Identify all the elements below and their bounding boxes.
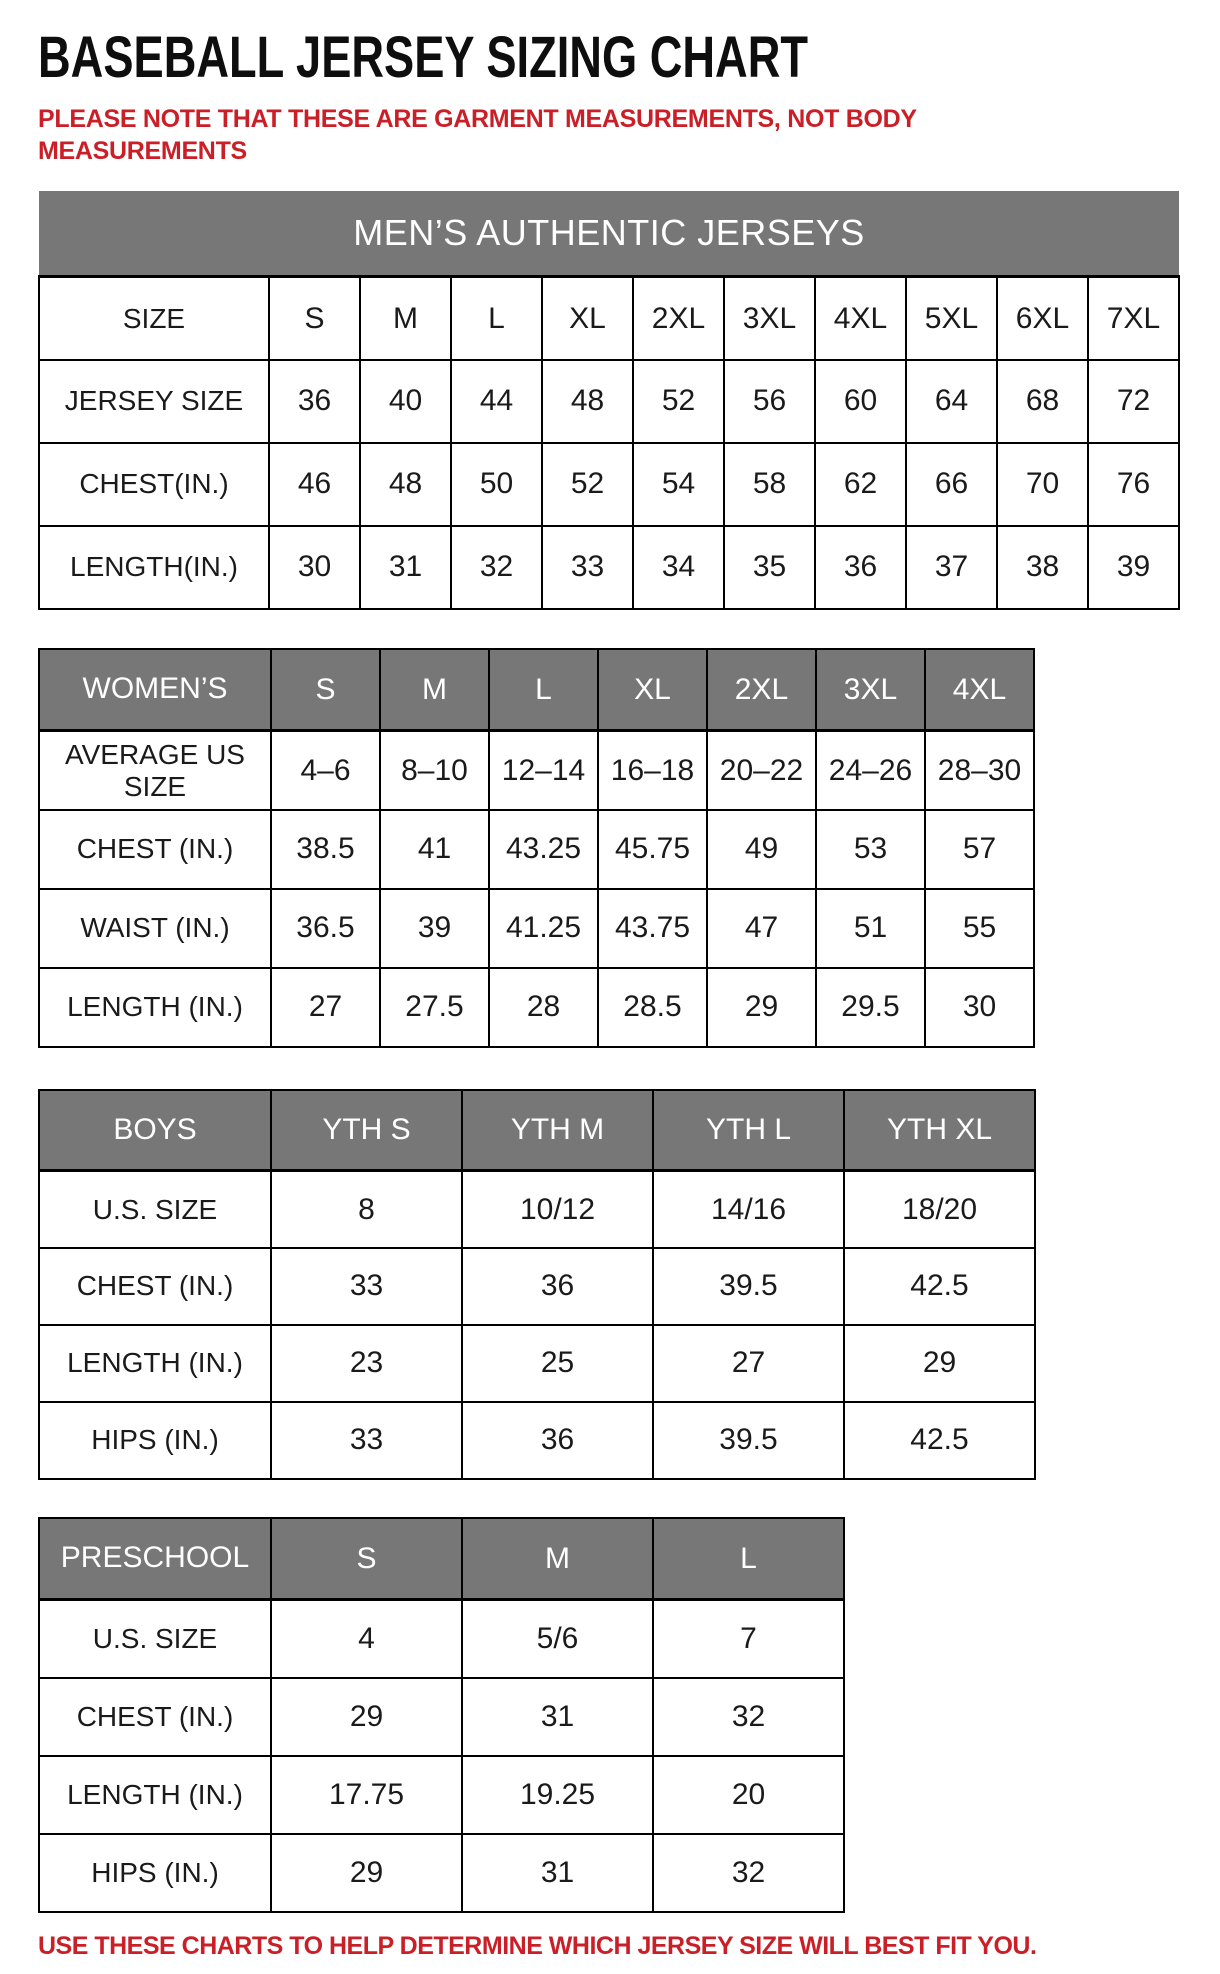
womens-value-cell: 28.5 — [598, 968, 707, 1047]
preschool-value-cell: 4 — [271, 1600, 462, 1678]
mens-value-cell: 60 — [815, 360, 906, 443]
mens-row-label-cell: LENGTH(IN.) — [39, 526, 269, 609]
womens-row-label-cell: LENGTH (IN.) — [39, 968, 271, 1047]
womens-column-header-cell: 4XL — [925, 649, 1034, 731]
mens-value-cell: 68 — [997, 360, 1088, 443]
womens-value-cell: 30 — [925, 968, 1034, 1047]
preschool-size-table — [38, 1517, 845, 1913]
mens-value-cell: XL — [542, 277, 633, 360]
mens-value-cell: 39 — [1088, 526, 1179, 609]
mens-value-cell: 50 — [451, 443, 542, 526]
boys-header-label-cell: BOYS — [39, 1090, 271, 1171]
womens-value-cell: 47 — [707, 889, 816, 968]
womens-column-header-cell: L — [489, 649, 598, 731]
mens-table-banner: MEN’S AUTHENTIC JERSEYS — [39, 191, 1179, 277]
boys-row-label-cell: CHEST (IN.) — [39, 1248, 271, 1325]
womens-value-cell: 41 — [380, 810, 489, 889]
preschool-column-header-cell: L — [653, 1518, 844, 1600]
boys-column-header-cell: YTH L — [653, 1090, 844, 1171]
boys-column-header-cell: YTH XL — [844, 1090, 1035, 1171]
preschool-value-cell: 17.75 — [271, 1756, 462, 1834]
mens-value-cell: 64 — [906, 360, 997, 443]
boys-row-label-cell: LENGTH (IN.) — [39, 1325, 271, 1402]
boys-value-cell: 27 — [653, 1325, 844, 1402]
boys-value-cell: 14/16 — [653, 1171, 844, 1248]
preschool-value-cell: 31 — [462, 1678, 653, 1756]
mens-table-row — [39, 443, 1179, 526]
fit-advice-note: USE THESE CHARTS TO HELP DETERMINE WHICH JERSEY SIZE WILL BEST FIT YOU. — [38, 1931, 1037, 1960]
mens-value-cell: 72 — [1088, 360, 1179, 443]
mens-value-cell: 52 — [633, 360, 724, 443]
boys-table-row — [39, 1325, 1035, 1402]
boys-value-cell: 42.5 — [844, 1248, 1035, 1325]
boys-table-row — [39, 1402, 1035, 1479]
mens-value-cell: 58 — [724, 443, 815, 526]
womens-row-label-cell: CHEST (IN.) — [39, 810, 271, 889]
boys-value-cell: 39.5 — [653, 1248, 844, 1325]
womens-value-cell: 53 — [816, 810, 925, 889]
womens-header-label-cell: WOMEN’S — [39, 649, 271, 731]
mens-value-cell: 2XL — [633, 277, 724, 360]
boys-value-cell: 36 — [462, 1248, 653, 1325]
womens-table-row — [39, 731, 1034, 810]
womens-value-cell: 55 — [925, 889, 1034, 968]
boys-value-cell: 18/20 — [844, 1171, 1035, 1248]
womens-table-row — [39, 968, 1034, 1047]
mens-table-row — [39, 360, 1179, 443]
boys-column-header-cell: YTH S — [271, 1090, 462, 1171]
preschool-row-label-cell: LENGTH (IN.) — [39, 1756, 271, 1834]
mens-value-cell: 38 — [997, 526, 1088, 609]
preschool-table-row — [39, 1756, 844, 1834]
boys-value-cell: 36 — [462, 1402, 653, 1479]
mens-value-cell: L — [451, 277, 542, 360]
womens-value-cell: 36.5 — [271, 889, 380, 968]
preschool-value-cell: 7 — [653, 1600, 844, 1678]
womens-value-cell: 28–30 — [925, 731, 1034, 810]
mens-value-cell: 31 — [360, 526, 451, 609]
womens-table-row — [39, 810, 1034, 889]
preschool-value-cell: 29 — [271, 1834, 462, 1912]
mens-value-cell: 48 — [542, 360, 633, 443]
womens-size-table — [38, 648, 1035, 1048]
mens-value-cell: 40 — [360, 360, 451, 443]
womens-column-header-cell: M — [380, 649, 489, 731]
womens-value-cell: 51 — [816, 889, 925, 968]
mens-value-cell: 35 — [724, 526, 815, 609]
mens-value-cell: M — [360, 277, 451, 360]
womens-value-cell: 24–26 — [816, 731, 925, 810]
preschool-value-cell: 32 — [653, 1678, 844, 1756]
mens-row-label-cell: SIZE — [39, 277, 269, 360]
mens-value-cell: 56 — [724, 360, 815, 443]
womens-column-header-cell: XL — [598, 649, 707, 731]
preschool-value-cell: 19.25 — [462, 1756, 653, 1834]
mens-value-cell: 30 — [269, 526, 360, 609]
womens-value-cell: 43.75 — [598, 889, 707, 968]
boys-column-header-cell: YTH M — [462, 1090, 653, 1171]
boys-value-cell: 25 — [462, 1325, 653, 1402]
womens-value-cell: 41.25 — [489, 889, 598, 968]
womens-value-cell: 27 — [271, 968, 380, 1047]
boys-size-table — [38, 1089, 1036, 1480]
womens-value-cell: 43.25 — [489, 810, 598, 889]
boys-row-label-cell: U.S. SIZE — [39, 1171, 271, 1248]
womens-row-label-cell: WAIST (IN.) — [39, 889, 271, 968]
womens-value-cell: 4–6 — [271, 731, 380, 810]
boys-value-cell: 39.5 — [653, 1402, 844, 1479]
mens-value-cell: 32 — [451, 526, 542, 609]
mens-value-cell: 3XL — [724, 277, 815, 360]
preschool-row-label-cell: HIPS (IN.) — [39, 1834, 271, 1912]
note-line-2: MEASUREMENTS — [38, 137, 247, 166]
preschool-table-row — [39, 1834, 844, 1912]
womens-value-cell: 39 — [380, 889, 489, 968]
preschool-header-label-cell: PRESCHOOL — [39, 1518, 271, 1600]
mens-value-cell: 33 — [542, 526, 633, 609]
mens-value-cell: 66 — [906, 443, 997, 526]
mens-value-cell: 7XL — [1088, 277, 1179, 360]
womens-value-cell: 29 — [707, 968, 816, 1047]
mens-value-cell: 6XL — [997, 277, 1088, 360]
mens-value-cell: 54 — [633, 443, 724, 526]
mens-value-cell: 36 — [269, 360, 360, 443]
preschool-value-cell: 5/6 — [462, 1600, 653, 1678]
womens-value-cell: 57 — [925, 810, 1034, 889]
womens-column-header-cell: 3XL — [816, 649, 925, 731]
boys-value-cell: 8 — [271, 1171, 462, 1248]
mens-value-cell: S — [269, 277, 360, 360]
mens-value-cell: 34 — [633, 526, 724, 609]
mens-row-label-cell: JERSEY SIZE — [39, 360, 269, 443]
mens-value-cell: 52 — [542, 443, 633, 526]
mens-size-table — [38, 191, 1180, 610]
mens-value-cell: 36 — [815, 526, 906, 609]
preschool-value-cell: 20 — [653, 1756, 844, 1834]
womens-value-cell: 12–14 — [489, 731, 598, 810]
size-tables-container — [38, 191, 1182, 1913]
mens-table-row — [39, 526, 1179, 609]
boys-value-cell: 33 — [271, 1402, 462, 1479]
mens-value-cell: 37 — [906, 526, 997, 609]
womens-value-cell: 45.75 — [598, 810, 707, 889]
womens-value-cell: 20–22 — [707, 731, 816, 810]
mens-value-cell: 62 — [815, 443, 906, 526]
preschool-row-label-cell: CHEST (IN.) — [39, 1678, 271, 1756]
womens-row-label-cell: AVERAGE US SIZE — [39, 731, 271, 810]
mens-value-cell: 5XL — [906, 277, 997, 360]
mens-table-row — [39, 277, 1179, 360]
preschool-value-cell: 32 — [653, 1834, 844, 1912]
mens-row-label-cell: CHEST(IN.) — [39, 443, 269, 526]
boys-table-row — [39, 1248, 1035, 1325]
boys-row-label-cell: HIPS (IN.) — [39, 1402, 271, 1479]
garment-measurement-note — [38, 103, 1182, 168]
boys-value-cell: 10/12 — [462, 1171, 653, 1248]
womens-value-cell: 16–18 — [598, 731, 707, 810]
preschool-value-cell: 29 — [271, 1678, 462, 1756]
womens-value-cell: 8–10 — [380, 731, 489, 810]
womens-column-header-cell: 2XL — [707, 649, 816, 731]
mens-value-cell: 44 — [451, 360, 542, 443]
note-line-1: PLEASE NOTE THAT THESE ARE GARMENT MEASUREMENTS, NOT BODY — [38, 104, 917, 133]
womens-value-cell: 27.5 — [380, 968, 489, 1047]
womens-value-cell: 28 — [489, 968, 598, 1047]
womens-value-cell: 29.5 — [816, 968, 925, 1047]
mens-value-cell: 4XL — [815, 277, 906, 360]
preschool-row-label-cell: U.S. SIZE — [39, 1600, 271, 1678]
womens-table-row — [39, 889, 1034, 968]
boys-table-row — [39, 1171, 1035, 1248]
boys-value-cell: 29 — [844, 1325, 1035, 1402]
womens-value-cell: 49 — [707, 810, 816, 889]
boys-value-cell: 23 — [271, 1325, 462, 1402]
preschool-table-row — [39, 1600, 844, 1678]
preschool-column-header-cell: S — [271, 1518, 462, 1600]
mens-value-cell: 76 — [1088, 443, 1179, 526]
womens-value-cell: 38.5 — [271, 810, 380, 889]
boys-value-cell: 33 — [271, 1248, 462, 1325]
page-title: BASEBALL JERSEY SIZING CHART — [38, 25, 809, 90]
womens-column-header-cell: S — [271, 649, 380, 731]
preschool-table-row — [39, 1678, 844, 1756]
preschool-value-cell: 31 — [462, 1834, 653, 1912]
boys-value-cell: 42.5 — [844, 1402, 1035, 1479]
mens-value-cell: 70 — [997, 443, 1088, 526]
preschool-column-header-cell: M — [462, 1518, 653, 1600]
mens-value-cell: 48 — [360, 443, 451, 526]
mens-value-cell: 46 — [269, 443, 360, 526]
